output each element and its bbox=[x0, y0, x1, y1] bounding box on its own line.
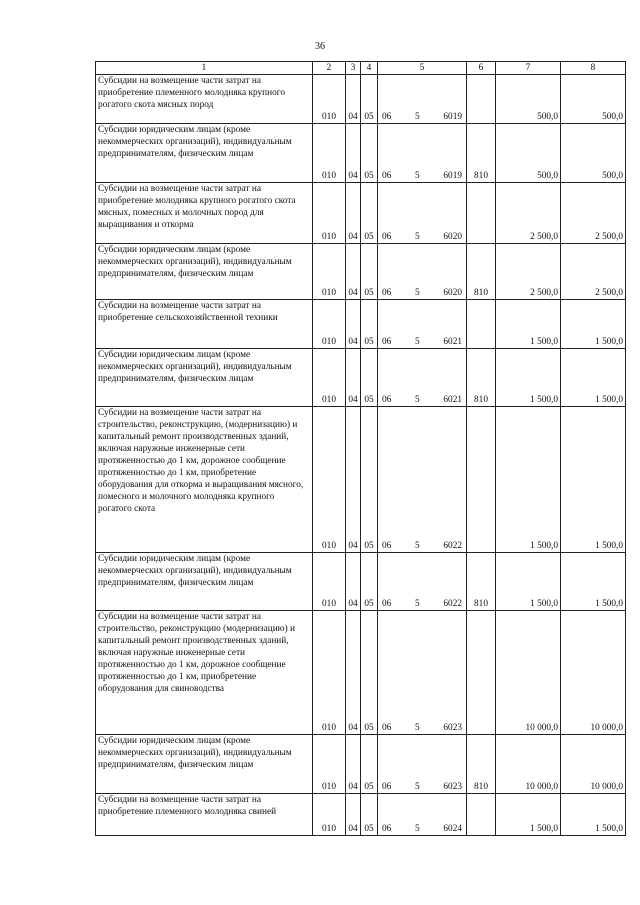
row-col-4: 05 bbox=[361, 735, 378, 794]
row-col-5 bbox=[378, 300, 467, 349]
row-col-6: 810 bbox=[467, 124, 496, 183]
header-col-5: 5 bbox=[378, 62, 467, 75]
row-col-6 bbox=[467, 794, 496, 836]
row-col-7: 1 500,0 bbox=[496, 349, 561, 407]
row-col-8: 1 500,0 bbox=[561, 794, 626, 836]
row-col-5 bbox=[378, 794, 467, 836]
table-row bbox=[96, 183, 626, 244]
header-col-6: 6 bbox=[467, 62, 496, 75]
row-col-3: 04 bbox=[346, 183, 361, 244]
row-col-2: 010 bbox=[313, 407, 346, 553]
row-col-3: 04 bbox=[346, 75, 361, 124]
row-name: Субсидии юридическим лицам (кроме некоммерческих организаций), индивидуальным предпринимателям, физическим лицам bbox=[96, 735, 313, 794]
row-col-5-part-1: 06 bbox=[382, 782, 392, 792]
row-col-4: 05 bbox=[361, 794, 378, 836]
row-col-2: 010 bbox=[313, 611, 346, 735]
row-col-8: 10 000,0 bbox=[561, 735, 626, 794]
row-col-5-part-3: 6019 bbox=[443, 112, 462, 122]
row-col-6 bbox=[467, 407, 496, 553]
row-col-5-part-3: 6021 bbox=[443, 337, 462, 347]
row-col-7: 2 500,0 bbox=[496, 244, 561, 300]
row-col-5-part-3: 6022 bbox=[443, 599, 462, 609]
row-name: Субсидии юридическим лицам (кроме некоммерческих организаций), индивидуальным предпринимателям, физическим лицам bbox=[96, 553, 313, 611]
row-col-7: 500,0 bbox=[496, 75, 561, 124]
row-col-5-part-2: 5 bbox=[415, 541, 420, 551]
row-name: Субсидии юридическим лицам (кроме некоммерческих организаций), индивидуальным предпринимателям, физическим лицам bbox=[96, 244, 313, 300]
row-col-5-part-1: 06 bbox=[382, 112, 392, 122]
table-row bbox=[96, 300, 626, 349]
row-col-4: 05 bbox=[361, 300, 378, 349]
row-col-3: 04 bbox=[346, 794, 361, 836]
row-col-5-part-3: 6022 bbox=[443, 541, 462, 551]
row-col-8: 1 500,0 bbox=[561, 553, 626, 611]
row-col-8: 1 500,0 bbox=[561, 349, 626, 407]
table-row bbox=[96, 735, 626, 794]
row-col-5-part-2: 5 bbox=[415, 723, 420, 733]
row-col-3: 04 bbox=[346, 735, 361, 794]
header-col-8: 8 bbox=[561, 62, 626, 75]
table-row bbox=[96, 611, 626, 735]
row-col-5 bbox=[378, 735, 467, 794]
row-col-4: 05 bbox=[361, 611, 378, 735]
row-col-3: 04 bbox=[346, 349, 361, 407]
row-col-5-part-1: 06 bbox=[382, 824, 392, 834]
row-col-5 bbox=[378, 611, 467, 735]
row-col-2: 010 bbox=[313, 244, 346, 300]
row-col-8: 10 000,0 bbox=[561, 611, 626, 735]
row-col-6: 810 bbox=[467, 553, 496, 611]
row-col-4: 05 bbox=[361, 553, 378, 611]
row-col-3: 04 bbox=[346, 553, 361, 611]
row-name: Субсидии на возмещение части затрат на приобретение молодняка крупного рогатого скота мясных, помесных и молочных пород для выращивания и откорма bbox=[96, 183, 313, 244]
row-col-5-part-3: 6021 bbox=[443, 395, 462, 405]
table-row bbox=[96, 244, 626, 300]
row-col-5-part-2: 5 bbox=[415, 337, 420, 347]
row-col-5-part-3: 6023 bbox=[443, 723, 462, 733]
header-col-1: 1 bbox=[96, 62, 313, 75]
row-col-7: 1 500,0 bbox=[496, 553, 561, 611]
row-col-6 bbox=[467, 183, 496, 244]
row-col-3: 04 bbox=[346, 244, 361, 300]
header-col-7: 7 bbox=[496, 62, 561, 75]
row-col-8: 2 500,0 bbox=[561, 183, 626, 244]
row-col-5-part-3: 6020 bbox=[443, 232, 462, 242]
row-col-5-part-2: 5 bbox=[415, 232, 420, 242]
header-col-2: 2 bbox=[313, 62, 346, 75]
table-row bbox=[96, 794, 626, 836]
row-col-7: 10 000,0 bbox=[496, 735, 561, 794]
row-col-5 bbox=[378, 244, 467, 300]
row-col-7: 500,0 bbox=[496, 124, 561, 183]
row-col-5-part-2: 5 bbox=[415, 288, 420, 298]
table-row bbox=[96, 124, 626, 183]
table-row bbox=[96, 553, 626, 611]
row-col-4: 05 bbox=[361, 183, 378, 244]
row-name: Субсидии на возмещение части затрат на строительство, реконструкцию, (модернизацию) и капитальный ремонт производственных зданий, включая наружные инженерные сети протяженностью до 1 км, дорожное сообщение протяженностью до 1 км, приобретение оборудования для откорма и выращивания мясного, помесного и молочного молодняка крупного рогатого скота bbox=[96, 407, 313, 553]
row-col-5-part-2: 5 bbox=[415, 599, 420, 609]
row-col-3: 04 bbox=[346, 611, 361, 735]
row-name: Субсидии на возмещение части затрат на приобретение сельскохозяйственной техники bbox=[96, 300, 313, 349]
row-col-5-part-2: 5 bbox=[415, 112, 420, 122]
row-col-5-part-3: 6024 bbox=[443, 824, 462, 834]
row-col-6: 810 bbox=[467, 244, 496, 300]
row-col-5 bbox=[378, 75, 467, 124]
row-col-2: 010 bbox=[313, 553, 346, 611]
row-col-4: 05 bbox=[361, 124, 378, 183]
row-col-7: 1 500,0 bbox=[496, 407, 561, 553]
row-col-5-part-1: 06 bbox=[382, 288, 392, 298]
row-col-2: 010 bbox=[313, 75, 346, 124]
row-col-5-part-1: 06 bbox=[382, 337, 392, 347]
row-col-4: 05 bbox=[361, 349, 378, 407]
row-name: Субсидии на возмещение части затрат на строительство, реконструкцию (модернизацию) и капитальный ремонт производственных зданий, включая наружные инженерные сети протяженностью до 1 км, дорожное сообщение протяженностью до 1 км, приобретение оборудования для свиноводства bbox=[96, 611, 313, 735]
row-col-4: 05 bbox=[361, 75, 378, 124]
row-col-2: 010 bbox=[313, 349, 346, 407]
row-col-5 bbox=[378, 349, 467, 407]
table-row bbox=[96, 349, 626, 407]
row-col-5-part-3: 6023 bbox=[443, 782, 462, 792]
row-col-7: 2 500,0 bbox=[496, 183, 561, 244]
header-col-3: 3 bbox=[346, 62, 361, 75]
row-col-5-part-3: 6019 bbox=[443, 171, 462, 181]
page-number: 36 bbox=[315, 41, 325, 52]
row-col-7: 10 000,0 bbox=[496, 611, 561, 735]
row-col-2: 010 bbox=[313, 183, 346, 244]
budget-table bbox=[95, 61, 626, 836]
table-row bbox=[96, 407, 626, 553]
row-col-7: 1 500,0 bbox=[496, 300, 561, 349]
table-row bbox=[96, 75, 626, 124]
row-col-5 bbox=[378, 183, 467, 244]
row-col-3: 04 bbox=[346, 407, 361, 553]
row-col-2: 010 bbox=[313, 300, 346, 349]
row-col-3: 04 bbox=[346, 124, 361, 183]
row-col-3: 04 bbox=[346, 300, 361, 349]
row-col-2: 010 bbox=[313, 794, 346, 836]
row-col-6 bbox=[467, 75, 496, 124]
row-col-5-part-2: 5 bbox=[415, 824, 420, 834]
row-col-5 bbox=[378, 124, 467, 183]
row-col-5-part-2: 5 bbox=[415, 395, 420, 405]
row-name: Субсидии юридическим лицам (кроме некоммерческих организаций), индивидуальным предпринимателям, физическим лицам bbox=[96, 349, 313, 407]
header-col-4: 4 bbox=[361, 62, 378, 75]
row-col-5 bbox=[378, 553, 467, 611]
row-col-5-part-1: 06 bbox=[382, 171, 392, 181]
header-row bbox=[96, 62, 626, 75]
row-col-5-part-2: 5 bbox=[415, 171, 420, 181]
row-col-5-part-3: 6020 bbox=[443, 288, 462, 298]
row-col-4: 05 bbox=[361, 407, 378, 553]
row-col-4: 05 bbox=[361, 244, 378, 300]
row-col-6: 810 bbox=[467, 735, 496, 794]
row-name: Субсидии на возмещение части затрат на приобретение племенного молодняка свиней bbox=[96, 794, 313, 836]
row-col-6: 810 bbox=[467, 349, 496, 407]
row-col-5-part-2: 5 bbox=[415, 782, 420, 792]
row-name: Субсидии юридическим лицам (кроме некоммерческих организаций), индивидуальным предпринимателям, физическим лицам bbox=[96, 124, 313, 183]
row-col-8: 2 500,0 bbox=[561, 244, 626, 300]
row-col-5-part-1: 06 bbox=[382, 723, 392, 733]
row-col-6 bbox=[467, 611, 496, 735]
row-col-5-part-1: 06 bbox=[382, 232, 392, 242]
row-col-5-part-1: 06 bbox=[382, 395, 392, 405]
row-col-5-part-1: 06 bbox=[382, 599, 392, 609]
row-col-2: 010 bbox=[313, 124, 346, 183]
row-col-6 bbox=[467, 300, 496, 349]
row-col-8: 1 500,0 bbox=[561, 300, 626, 349]
row-col-7: 1 500,0 bbox=[496, 794, 561, 836]
row-col-5 bbox=[378, 407, 467, 553]
row-name: Субсидии на возмещение части затрат на приобретение племенного молодняка крупного рогатого скота мясных пород bbox=[96, 75, 313, 124]
row-col-8: 500,0 bbox=[561, 124, 626, 183]
row-col-5-part-1: 06 bbox=[382, 541, 392, 551]
row-col-8: 500,0 bbox=[561, 75, 626, 124]
row-col-8: 1 500,0 bbox=[561, 407, 626, 553]
row-col-2: 010 bbox=[313, 735, 346, 794]
